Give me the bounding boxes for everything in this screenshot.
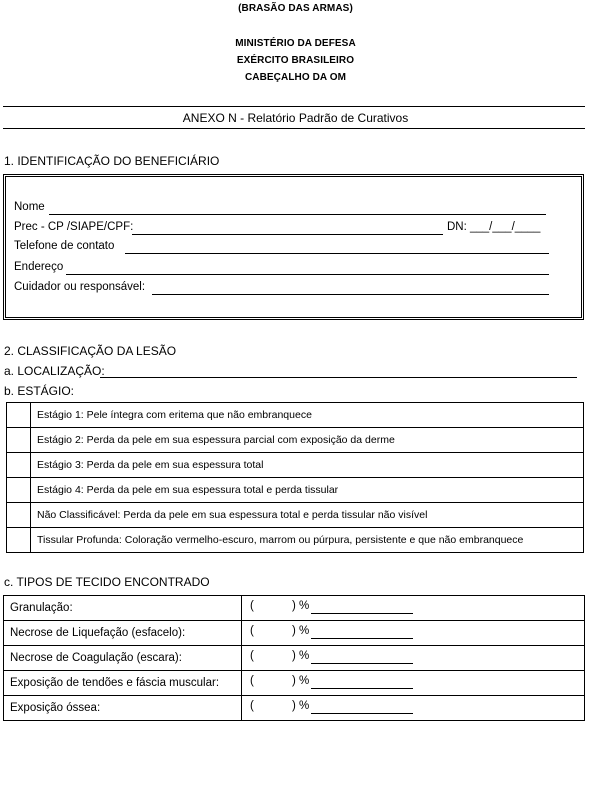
section-classification-title: 2. CLASSIFICAÇÃO DA LESÃO [4, 344, 177, 358]
location-field[interactable] [100, 377, 577, 378]
dn-field[interactable]: DN: ___/___/____ [447, 221, 541, 233]
tissue-percent-field[interactable] [242, 671, 585, 696]
tissue-percent-field[interactable] [242, 646, 585, 671]
stage-checkbox[interactable] [7, 528, 31, 553]
identification-box [3, 174, 584, 320]
stage-row [7, 478, 584, 503]
percent-close: ) % [292, 674, 310, 687]
stage-description: Estágio 2: Perda da pele em sua espessura parcial com exposição da derme [31, 428, 584, 453]
divider-bottom [3, 128, 585, 129]
ministry-title: MINISTÉRIO DA DEFESA [235, 38, 356, 49]
annex-title: ANEXO N - Relatório Padrão de Curativos [182, 111, 409, 125]
percent-close: ) % [292, 599, 310, 612]
tissue-row [4, 596, 585, 621]
tissue-type: Granulação: [4, 596, 242, 621]
coat-of-arms-placeholder: (BRASÃO DAS ARMAS) [238, 3, 353, 14]
stage-table [6, 402, 584, 553]
percent-open-paren: ( [250, 674, 254, 687]
om-header: CABEÇALHO DA OM [244, 72, 347, 83]
stage-row [7, 453, 584, 478]
prec-label: Prec - CP /SIAPE/CPF: [14, 221, 134, 233]
tissue-label: c. TIPOS DE TECIDO ENCONTRADO [4, 575, 210, 589]
stage-checkbox[interactable] [7, 403, 31, 428]
tissue-row [4, 671, 585, 696]
divider-top [3, 106, 585, 107]
caregiver-field[interactable] [152, 294, 549, 295]
prec-field[interactable] [132, 234, 443, 235]
name-label: Nome [14, 201, 45, 213]
tissue-type: Necrose de Coagulação (escara): [4, 646, 242, 671]
tissue-row [4, 646, 585, 671]
section-identification-title: 1. IDENTIFICAÇÃO DO BENEFICIÁRIO [4, 154, 220, 168]
percent-close: ) % [292, 649, 310, 662]
stage-description: Tissular Profunda: Coloração vermelho-escuro, marrom ou púrpura, persistente e que não embranquece [31, 528, 584, 553]
tissue-type: Exposição de tendões e fáscia muscular: [4, 671, 242, 696]
tissue-percent-field[interactable] [242, 596, 585, 621]
phone-field[interactable] [125, 253, 549, 254]
stage-checkbox[interactable] [7, 428, 31, 453]
percent-open-paren: ( [250, 699, 254, 712]
address-field[interactable] [66, 274, 549, 275]
location-label: a. LOCALIZAÇÃO: [4, 364, 105, 378]
tissue-table [3, 595, 585, 721]
tissue-percent-field[interactable] [242, 696, 585, 721]
stage-description: Estágio 1: Pele íntegra com eritema que não embranquece [31, 403, 584, 428]
stage-checkbox[interactable] [7, 453, 31, 478]
tissue-percent-field[interactable] [242, 621, 585, 646]
stage-row [7, 403, 584, 428]
tissue-type: Necrose de Liquefação (esfacelo): [4, 621, 242, 646]
percent-close: ) % [292, 699, 310, 712]
tissue-row [4, 696, 585, 721]
percent-open-paren: ( [250, 624, 254, 637]
stage-row [7, 528, 584, 553]
stage-checkbox[interactable] [7, 478, 31, 503]
percent-close: ) % [292, 624, 310, 637]
stage-checkbox[interactable] [7, 503, 31, 528]
stage-description: Estágio 3: Perda da pele em sua espessura total [31, 453, 584, 478]
percent-open-paren: ( [250, 649, 254, 662]
tissue-row [4, 621, 585, 646]
phone-label: Telefone de contato [14, 240, 115, 252]
stage-label: b. ESTÁGIO: [4, 384, 75, 398]
caregiver-label: Cuidador ou responsável: [14, 281, 146, 293]
stage-row [7, 428, 584, 453]
address-label: Endereço [14, 261, 64, 273]
stage-row [7, 503, 584, 528]
stage-description: Estágio 4: Perda da pele em sua espessura total e perda tissular [31, 478, 584, 503]
percent-open-paren: ( [250, 599, 254, 612]
stage-description: Não Classificável: Perda da pele em sua espessura total e perda tissular não visível [31, 503, 584, 528]
army-title: EXÉRCITO BRASILEIRO [236, 55, 355, 66]
tissue-type: Exposição óssea: [4, 696, 242, 721]
name-field[interactable] [49, 214, 546, 215]
